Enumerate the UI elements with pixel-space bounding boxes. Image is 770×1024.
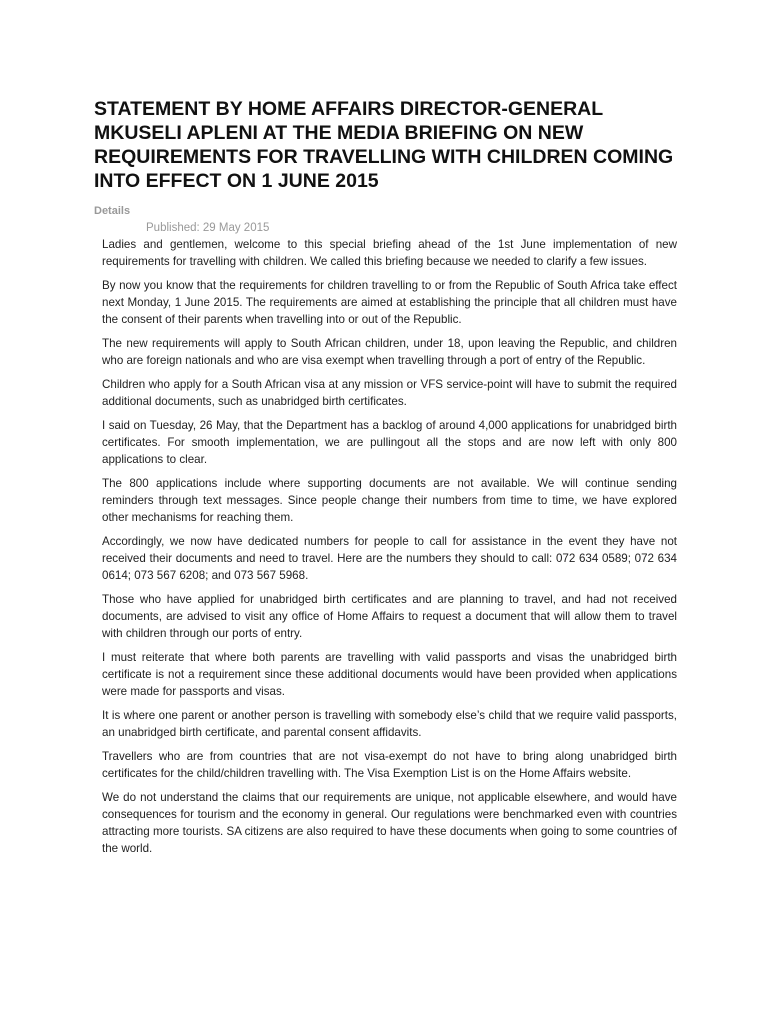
published-date: Published: 29 May 2015 xyxy=(146,222,270,234)
paragraph-9: I must reiterate that where both parents are travelling with valid passports and visas the unabridged birth certificate is not a requirement since these additional documents would have been provided when applications were made for passports and visas. xyxy=(102,651,677,698)
paragraph-2: By now you know that the requirements for children travelling to or from the Republic of South Africa take effect next Monday, 1 June 2015. The requirements are aimed at establishing the principle that all children must have the consent of their parents when travelling into or out of the Republic. xyxy=(102,279,677,326)
paragraph-5: I said on Tuesday, 26 May, that the Department has a backlog of around 4,000 applications for unabridged birth certificates. For smooth implementation, we are pullingout all the stops and are now left with only 800 applications to clear. xyxy=(102,419,677,466)
paragraph-1: Ladies and gentlemen, welcome to this special briefing ahead of the 1st June implementation of new requirements for travelling with children. We called this briefing because we needed to clarify a few issues. xyxy=(102,238,677,268)
paragraph-7: Accordingly, we now have dedicated numbers for people to call for assistance in the event they have not received their documents and need to travel. Here are the numbers they should to call: 072 634 0589; 072 634 0614; 073 567 6208; and 073 567 5968. xyxy=(102,535,677,582)
paragraph-10: It is where one parent or another person is travelling with somebody else’s child that we require valid passports, an unabridged birth certificate, and parental consent affidavits. xyxy=(102,709,677,739)
paragraph-8: Those who have applied for unabridged birth certificates and are planning to travel, and had not received documents, are advised to visit any office of Home Affairs to request a document that will allow them to travel with children through our ports of entry. xyxy=(102,593,677,640)
paragraph-11: Travellers who are from countries that are not visa-exempt do not have to bring along unabridged birth certificates for the child/children travelling with. The Visa Exemption List is on the Home Affairs website. xyxy=(102,750,677,780)
details-label: Details xyxy=(94,205,131,217)
paragraph-6: The 800 applications include where supporting documents are not available. We will continue sending reminders through text messages. Since people change their numbers from time to time, we have explored other mechanisms for reaching them. xyxy=(102,477,677,524)
paragraph-3: The new requirements will apply to South African children, under 18, upon leaving the Republic, and children who are foreign nationals and who are visa exempt when travelling through a port of entry of the Republic. xyxy=(102,337,677,367)
article-body xyxy=(102,236,677,864)
paragraph-12: We do not understand the claims that our requirements are unique, not applicable elsewhere, and would have consequences for tourism and the economy in general. Our regulations were benchmarked even with countries attracting more tourists. SA citizens are also required to have these documents when going to some countries of the world. xyxy=(102,791,677,855)
paragraph-4: Children who apply for a South African visa at any mission or VFS service-point will have to submit the required additional documents, such as unabridged birth certificates. xyxy=(102,378,677,408)
page-title: STATEMENT BY HOME AFFAIRS DIRECTOR-GENERAL MKUSELI APLENI AT THE MEDIA BRIEFING ON NEW REQUIREMENTS FOR TRAVELLING WITH CHILDREN COMING INTO EFFECT ON 1 JUNE 2015 xyxy=(94,98,674,192)
